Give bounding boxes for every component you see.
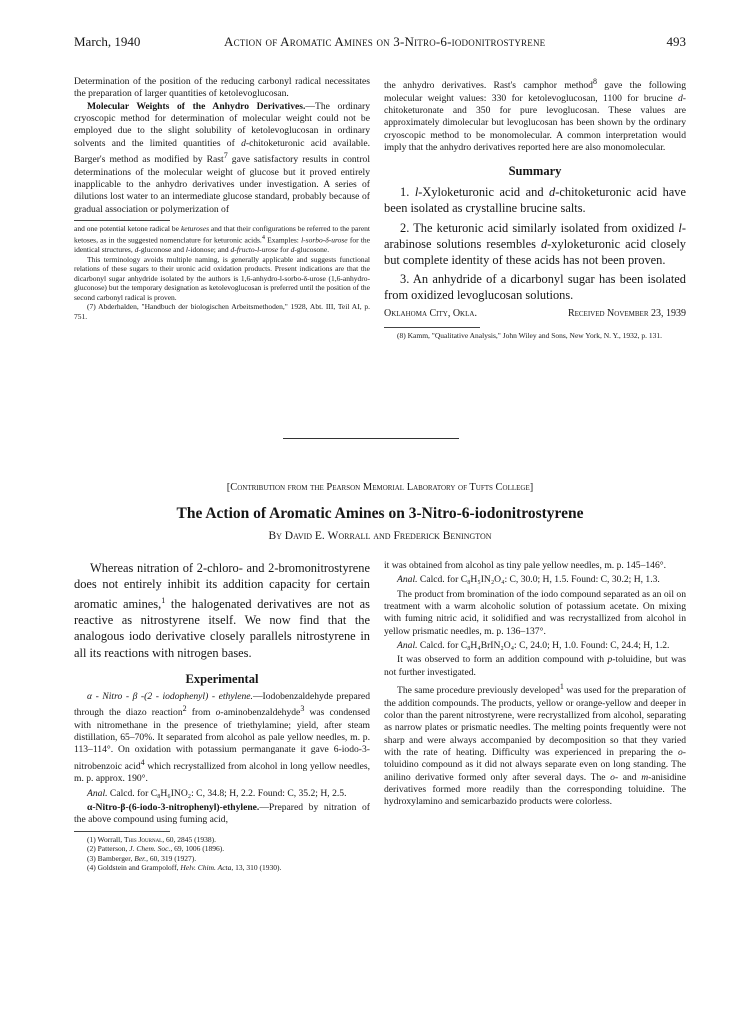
footnote-ref: 1 (161, 595, 166, 605)
author: Frederick Benington (393, 530, 492, 542)
footnote-7: (7) Abderhalden, "Handbuch der biologischen Arbeitsmethoden," 1928, Abt. III, Teil AI, p. 751. (74, 302, 370, 321)
dateline (384, 308, 686, 322)
text: (1) Worrall, (87, 834, 124, 844)
text: - and (614, 771, 642, 783)
text: d (678, 92, 683, 104)
text: o (215, 707, 221, 719)
author: David E. Worrall (284, 530, 371, 542)
footnote-continued (74, 224, 370, 255)
footnotes (384, 331, 686, 340)
analysis (384, 640, 686, 652)
text: Anal. (397, 574, 418, 586)
contribution-line: [Contribution from the Pearson Memorial Laboratory of Tufts College] (226, 482, 534, 493)
paragraph: it was obtained from alcohol as tiny pale yellow needles, m. p. 145–146°. (384, 560, 666, 571)
text: By (268, 530, 285, 542)
text: for the identical structures, (74, 235, 370, 255)
text: -chitoketuronic acid available. Barger's method as modified by Rast (74, 137, 371, 166)
text: 2. The keturonic acid similarly isolated from oxidized (400, 220, 679, 235)
text: , 60, 319 (1927). (146, 853, 197, 863)
footnote-rule (74, 831, 170, 832)
text: o (678, 747, 683, 758)
footnote-ref: 3 (300, 704, 305, 714)
location: Oklahoma City, Okla. (384, 307, 477, 319)
footnote-3 (74, 854, 370, 863)
text: Ber. (134, 853, 147, 863)
text: -glucosone. (294, 245, 330, 255)
analysis (74, 788, 370, 800)
paragraph-molecular-weights (74, 101, 370, 216)
paragraph (74, 560, 370, 661)
summary-item (384, 184, 686, 216)
text: and one potential ketone radical be (74, 223, 181, 233)
text: gave the following molecular weight values: 330 for ketolevoglucosan, 1100 for brucine (384, 80, 687, 104)
paragraph (384, 654, 686, 679)
compound-name: α - Nitro - β -(2 - iodophenyl) - ethylene. (87, 690, 253, 702)
text: l (414, 185, 419, 200)
section-divider (283, 438, 459, 439)
text: the anhydro derivatives. Rast's camphor method (384, 80, 593, 92)
text: J. Chem. Soc. (129, 844, 171, 854)
text: Anal. (397, 640, 418, 652)
text: and (370, 530, 394, 542)
text: Calcd. for C₈H₄BrIN₂O₄: C, 24.0; H, 1.0. Found: C, 24.4; H, 1.2. (417, 640, 670, 652)
paragraph (74, 76, 370, 101)
text: m (641, 771, 649, 783)
text: —The ordinary cryoscopic method for determination of molecular weight could not be employed due to the slight solubility of ketolevoglucosan in ordinary solvents and the limited quantities of (74, 100, 370, 149)
text: The same procedure previously developed (397, 685, 560, 697)
received-date: Received November 23, 1939 (567, 307, 686, 319)
text: It was observed to form an addition compound with (397, 654, 608, 666)
text: -xyloketuronic acid closely but complete identity of these acids has not been proven. (384, 236, 686, 268)
footnote-ref: 8 (592, 77, 597, 86)
text: , 13, 310 (1930). (231, 863, 282, 873)
text: l (678, 220, 682, 235)
text: d (290, 245, 295, 255)
text: -toluidino compound as it did not always separate even on long standing. The anilino derivative formed only after several days. The (384, 747, 686, 783)
text: -anisidine derivatives formed more readily than the corresponding toluidine. The hydroxylamino and semicarbazido products were colorless. (384, 771, 686, 808)
text: -chitoketuronate and 350 for pure levoglucosan. These values are approximately dimolecular but levoglucosan has been shown by the ordinary cryoscopic method to be monomolecular. A common interpretation would imply that the anhydro derivatives reported here are also monomolecular. (384, 92, 686, 153)
footnote-1 (74, 835, 370, 844)
text: keturoses (180, 223, 209, 233)
text: p (607, 654, 613, 666)
bottom-right-column (384, 560, 686, 809)
footnote-ref: 1 (559, 682, 564, 692)
header-title: Action of Aromatic Amines on 3-Nitro-6-iodonitrostyrene (224, 34, 546, 49)
article-title: The Action of Aromatic Amines on 3-Nitro-6-iodonitrostyrene (176, 505, 584, 522)
text: -toluidine, but was not further investigated. (384, 654, 686, 678)
bottom-left-column (74, 560, 370, 873)
header-page-number: 493 (666, 34, 686, 49)
byline (74, 530, 686, 542)
text: o (610, 771, 615, 783)
compound-name: α-Nitro-β-(6-iodo-3-nitrophenyl)-ethylene. (87, 802, 260, 814)
text: -aminobenzaldehyde (220, 707, 301, 719)
footnote-ref: 4 (261, 234, 265, 242)
footnotes (74, 224, 370, 321)
text: -idonose; and (187, 245, 231, 255)
text: was condensed with nitromethane in the presence of triethylamine; yield, after steam distillation, 65–70%. It separated from alcohol as pale yellow needles, m. p. 113–114°. On oxidation with potassium permanganate it gave 6-iodo-3-nitrobenzoic acid (74, 707, 370, 772)
summary-item: 3. An anhydride of a dicarbonyl sugar has been isolated from oxidized levoglucosan solutions. (384, 272, 686, 303)
paragraph (74, 691, 370, 786)
footnote-rule (74, 220, 170, 221)
header-date: March, 1940 (74, 34, 141, 49)
text: , 60, 2845 (1938). (162, 834, 216, 844)
text: d (134, 245, 139, 255)
footnote-ref: 7 (223, 151, 228, 161)
text: l (185, 245, 188, 255)
text: Whereas nitration of 2-chloro- and 2-bromonitrostyrene does not entirely inhibit its addition capacity for certain aromatic amines, (74, 561, 370, 611)
text: This Journal (123, 834, 163, 844)
text: —Prepared by nitration of the above compound using fuming acid, (74, 802, 370, 826)
text: -Xyloketuronic acid and (418, 185, 550, 200)
paragraph (74, 802, 370, 827)
experimental-heading: Experimental (185, 671, 259, 686)
footnote-continued: This terminology avoids multiple naming, is generally applicable and suggests functional relations of these sugars to their uronic acid oxidation products. Present indications are that the dicarbonyl sugar anhydride isolated by the authors is 1,6-anhydro-l-sorbo-δ-urose (1,6-anhydro-gluconose) but the temporary designation as ketolevoglucosan is preferred until the position of the second carbonyl radical is proven. (74, 254, 370, 302)
text: gave satisfactory results in control determinations of the molecular weight of glucose but it proved entirely inapplicable to the anhydro derivatives under investigation. A series of dilutions lost water to an intermediate glucose standard, probably because of gradual association or polymerization of (74, 154, 371, 215)
text: Examples: (264, 235, 302, 245)
paragraph (384, 681, 686, 809)
text: (3) Bamberger, (87, 853, 135, 863)
text: was used for the preparation of the addition compounds. The products, yellow or orange-yellow and deeper in color than the parent nitrostyrene, were recrystallized from alcohol, separating as narrow plates or prismatic needles. The melting points frequently were not sharp and were always accompanied by decomposition so that they varied with the rate of heating. Difficulty was experienced in preparing the (384, 685, 686, 758)
text: -arabinose solutions resembles (384, 220, 686, 251)
lead-paragraph (74, 560, 370, 661)
text: (2) Patterson, (87, 844, 130, 854)
text: (4) Goldstein and Grampoloff, (87, 863, 181, 873)
top-left-column (74, 76, 370, 321)
text: d (241, 137, 246, 149)
text: Determination of the position of the reducing carbonyl radical necessitates the preparation of larger quantities of ketolevoglucosan. (74, 76, 370, 100)
text: Calcd. for C₈H₅IN₂O₄: C, 30.0; H, 1.5. Found: C, 30.2; H, 1.3. (417, 574, 660, 586)
text: , 69, 1006 (1896). (170, 844, 225, 854)
footnote-8: (8) Kamm, "Qualitative Analysis," John Wiley and Sons, New York, N. Y., 1932, p. 131. (397, 330, 663, 340)
footnote-ref: 2 (182, 704, 187, 714)
footnote-4 (74, 863, 370, 872)
text: Anal. (87, 787, 108, 799)
text: Helv. Chim. Acta (180, 863, 232, 873)
footnotes (74, 835, 370, 873)
text: Calcd. for C₈H₆INO₂: C, 34.8; H, 2.2. Found: C, 35.2; H, 2.5. (107, 787, 347, 799)
text: 1. (400, 185, 415, 200)
text: for (278, 245, 291, 255)
text: -chitoketuronic acid have been isolated as crystalline brucine salts. (384, 185, 686, 216)
text: d (549, 185, 556, 200)
top-right-column (384, 76, 686, 340)
footnote-rule (384, 327, 480, 328)
text: -gluconose and (138, 245, 186, 255)
paragraph (384, 76, 686, 154)
footnote-2 (74, 844, 370, 853)
running-header (74, 34, 686, 54)
footnote-ref: 4 (140, 757, 145, 767)
paragraph: The product from bromination of the iodo compound separated as an oil on treatment with a warm alcoholic solution of potassium acetate. On mixing with fuming nitric acid, it solidified and was recrystallized from alcohol in yellow prismatic needles, m. p. 136–137°. (384, 588, 686, 637)
text: l-sorbo-δ-urose (301, 235, 348, 245)
section-heading: Molecular Weights of the Anhydro Derivatives. (87, 100, 306, 112)
text: —Iodobenzaldehyde prepared through the diazo reaction (74, 690, 370, 719)
text: from (186, 707, 216, 719)
summary-heading: Summary (508, 164, 562, 179)
summary-item (384, 220, 686, 269)
analysis (384, 574, 686, 586)
text: d (540, 236, 548, 251)
text: and that their configurations be referred to the parent ketoses, as in the suggested nomenclature for keturonic acids. (74, 223, 371, 245)
text: the halogenated derivatives are not as reactive as nitrostyrene itself. We now find that the analogous iodo derivative closely parallels nitrostyrene in all its reactions with nitrogen bases. (74, 596, 370, 660)
text: which recrystallized from alcohol in long yellow needles, m. p. approx. 190°. (74, 761, 370, 785)
summary-list (384, 184, 686, 303)
text: d-fructo-l-urose (230, 245, 279, 255)
